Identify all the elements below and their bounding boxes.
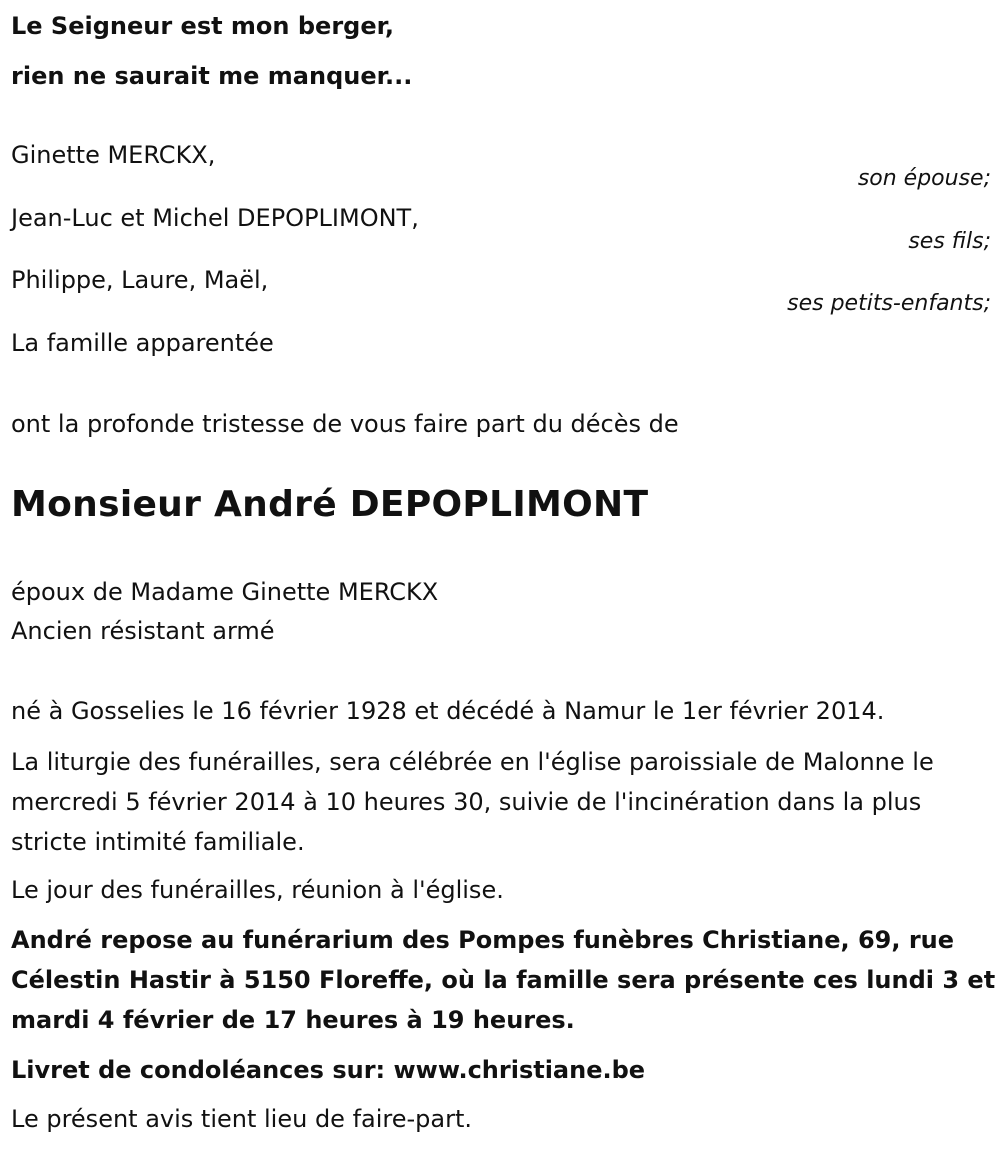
family-member-grandchildren: Philippe, Laure, Maël, <box>11 266 269 294</box>
birth-death-line: né à Gosselies le 16 février 1928 et décédé à Namur le 1er février 2014. <box>11 697 885 725</box>
verse-line-1: Le Seigneur est mon berger, <box>11 12 395 40</box>
liturgy-paragraph: La liturgie des funérailles, sera célébrée en l'église paroissiale de Malonne le mercredi 5 février 2014 à 10 heures 30, suivie de l'incinération dans la plus stricte intimité familiale. <box>11 748 934 856</box>
condolences-line: Livret de condoléances sur: www.christiane.be <box>11 1056 646 1084</box>
funerarium-paragraph: André repose au funérarium des Pompes funèbres Christiane, 69, rue Célestin Hastir à 5150 Floreffe, où la famille sera présente ces lundi 3 et mardi 4 février de 17 heures à 19 heures. <box>11 926 996 1034</box>
family-member-spouse: Ginette MERCKX, <box>11 141 216 169</box>
title-line: Ancien résistant armé <box>11 617 275 645</box>
verse-line-2: rien ne saurait me manquer... <box>11 62 413 90</box>
relation-grandchildren: ses petits-enfants; <box>787 291 991 316</box>
relation-sons: ses fils; <box>908 229 991 254</box>
spouse-line: époux de Madame Ginette MERCKX <box>11 578 439 606</box>
deceased-name: Monsieur André DEPOPLIMONT <box>11 484 649 525</box>
family-member-sons: Jean-Luc et Michel DEPOPLIMONT, <box>11 204 419 232</box>
reunion-line: Le jour des funérailles, réunion à l'église. <box>11 876 504 904</box>
announcement-text: ont la profonde tristesse de vous faire part du décès de <box>11 410 679 438</box>
relation-spouse: son épouse; <box>857 166 991 191</box>
family-member-relatives: La famille apparentée <box>11 329 274 357</box>
notice-line: Le présent avis tient lieu de faire-part. <box>11 1105 473 1133</box>
